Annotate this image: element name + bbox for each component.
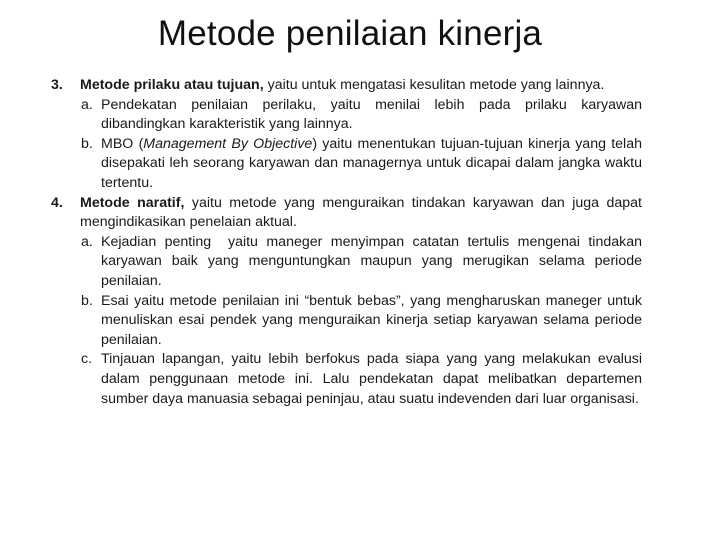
list-item-3 [48,76,642,96]
slide-body [48,76,646,409]
item-term: Metode prilaku atau tujuan, [80,77,264,93]
sub-item-italic: Management By Objective [143,135,313,152]
item-number: 3. [51,77,63,93]
sub-item-text: ) yaitu menentukan tujuan-tujuan kinerja yang telah disepakati leh seorang karyawan dan managernya untuk dicapai dalam jangka waktu tertentu. [101,135,642,191]
item-text: yaitu untuk mengatasi kesulitan metode yang lainnya. [263,77,605,93]
sub-item-4c [48,350,642,409]
sub-item-letter: a. [81,233,93,250]
item-number: 4. [51,194,63,211]
item-text: yaitu metode yang menguraikan tindakan karyawan dan juga dapat mengindikasikan penelaian aktual. [80,194,642,231]
list-item-4 [48,194,642,233]
sub-item-text: Pendekatan penilaian perilaku, yaitu menilai lebih pada prilaku karyawan dibandingkan karakteristik yang lainnya. [101,96,642,133]
sub-item-text: Esai yaitu metode penilaian ini “bentuk bebas”, yang mengharuskan maneger untuk menuliskan esai pendek yang menguraikan kinerja setiap karyawan selama periode penilaian. [101,292,642,348]
sub-item-3b [48,135,642,194]
sub-item-text: Tinjauan lapangan, yaitu lebih berfokus pada siapa yang yang melakukan evalusi dalam penggunaan metode ini. Lalu pendekatan dapat melibatkan departemen sumber daya manuasia sebagai peninjau, atau suatu indevenden dari luar organisasi. [101,351,642,407]
sub-item-letter: c. [81,351,93,368]
sub-item-4b [48,292,642,351]
sub-item-letter: a. [81,96,93,113]
sub-item-text: Kejadian penting yaitu maneger menyimpan catatan tertulis mengenai tindakan karyawan baik yang menguntungkan maupun yang merugikan selama periode penilaian. [101,233,646,289]
sub-item-3a [48,96,642,135]
slide-title: Metode penilaian kinerja [157,14,543,53]
item-term: Metode naratif, [80,194,185,211]
sub-item-4a [48,233,646,292]
sub-item-prefix: MBO ( [101,135,144,152]
sub-item-letter: b. [81,292,93,309]
sub-item-letter: b. [81,135,93,152]
